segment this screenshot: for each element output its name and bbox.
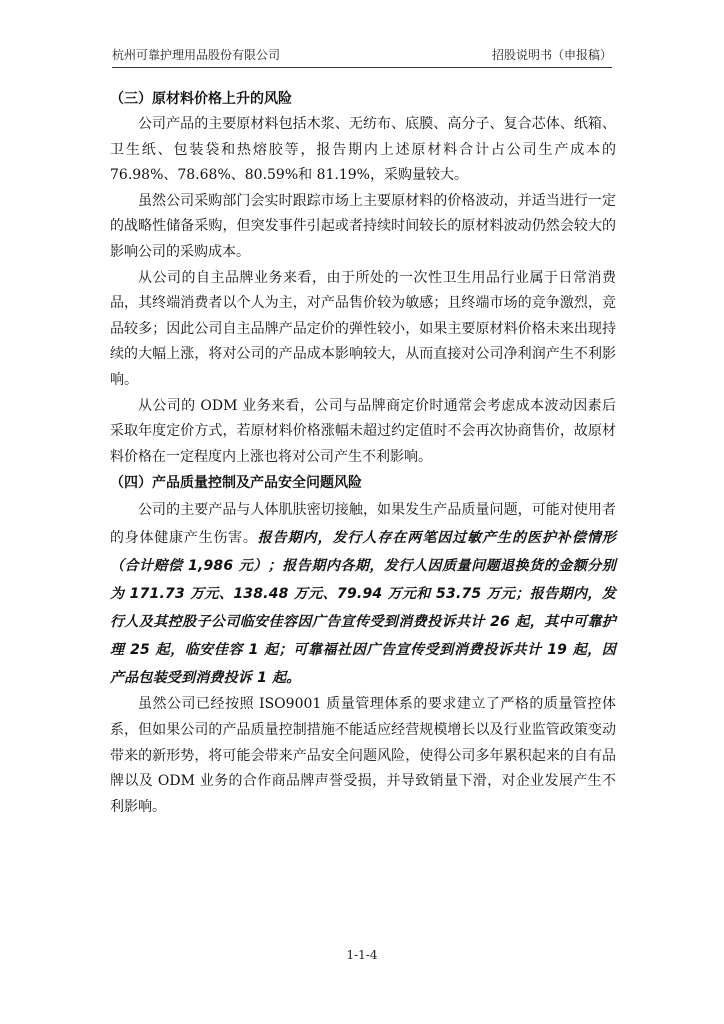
document-body: [110, 86, 616, 820]
section-heading-quality-risk: （四）产品质量控制及产品安全问题风险: [110, 475, 362, 492]
section-heading-raw-material-risk: （三）原材料价格上升的风险: [110, 91, 292, 107]
header-divider: [112, 67, 612, 68]
header-company-name: 杭州可靠护理用品股份有限公司: [112, 48, 281, 62]
paragraph-own-brand-impact: 从公司的自主品牌业务来看，由于所处的一次性卫生用品行业属于日常消费品，其终端消费者以个人为主，对产品售价较为敏感；且终端市场的竞争激烈，竞品较多；因此公司自主品牌产品定价的弹性较小，如果主要原材料价格未来出现持续的大幅上涨，将对公司的产品成本影响较大，从而直接对公司净利润产生不利影响。: [110, 269, 616, 388]
page-header: [112, 44, 612, 66]
paragraph-quality-issues-emphasis: 报告期内，发行人存在两笔因过敏产生的医护补偿情形（合计赔偿 1,986 元）；报告期内各期，发行人因质量问题退换货的金额分别为 171.73 万元、138.48 万元、79.94 万元和 53.75 万元；报告期内，发行人及其控股子公司临安佳容因广告宣传受到消费投诉共计 26 起，其中可靠护理 25 起，临安佳容 1 起；可靠福社因广告宣传受到消费投诉共计 19 起，因产品包装受到消费投诉 1 起。: [110, 530, 616, 687]
paragraph-quality-issues-plain: 公司的主要产品与人体肌肤密切接触，如果发生产品质量问题，可能对使用者的身体健康产生伤害。: [110, 502, 616, 547]
paragraph-procurement-strategy: 虽然公司采购部门会实时跟踪市场上主要原材料的价格波动，并适当进行一定的战略性储备采购，但突发事件引起或者持续时间较长的原材料波动仍然会较大的影响公司的采购成本。: [110, 192, 616, 260]
paragraph-quality-issues: [110, 496, 616, 692]
paragraph-odm-impact: 从公司的 ODM 业务来看，公司与品牌商定价时通常会考虑成本波动因素后采取年度定价方式，若原材料价格涨幅未超过约定值时不会再次协商售价，故原材料价格在一定程度内上涨也将对公司产生不利影响。: [110, 397, 616, 465]
paragraph-raw-material-composition: 公司产品的主要原材料包括木浆、无纺布、底膜、高分子、复合芯体、纸箱、卫生纸、包装袋和热熔胶等，报告期内上述原材料合计占公司生产成本的 76.98%、78.68%、80.59%和 81.19%，采购量较大。: [110, 116, 616, 184]
page-number: 1-1-4: [346, 948, 378, 962]
header-document-type: 招股说明书（申报稿）: [491, 48, 612, 62]
paragraph-quality-system: 虽然公司已经按照 ISO9001 质量管理体系的要求建立了严格的质量管控体系，但如果公司的产品质量控制措施不能适应经营规模增长以及行业监管政策变动带来的新形势，将可能会带来产品安全问题风险，使得公司多年累积起来的自有品牌以及 ODM 业务的合作商品牌声誉受损，并导致销量下滑，对企业发展产生不利影响。: [110, 696, 616, 815]
